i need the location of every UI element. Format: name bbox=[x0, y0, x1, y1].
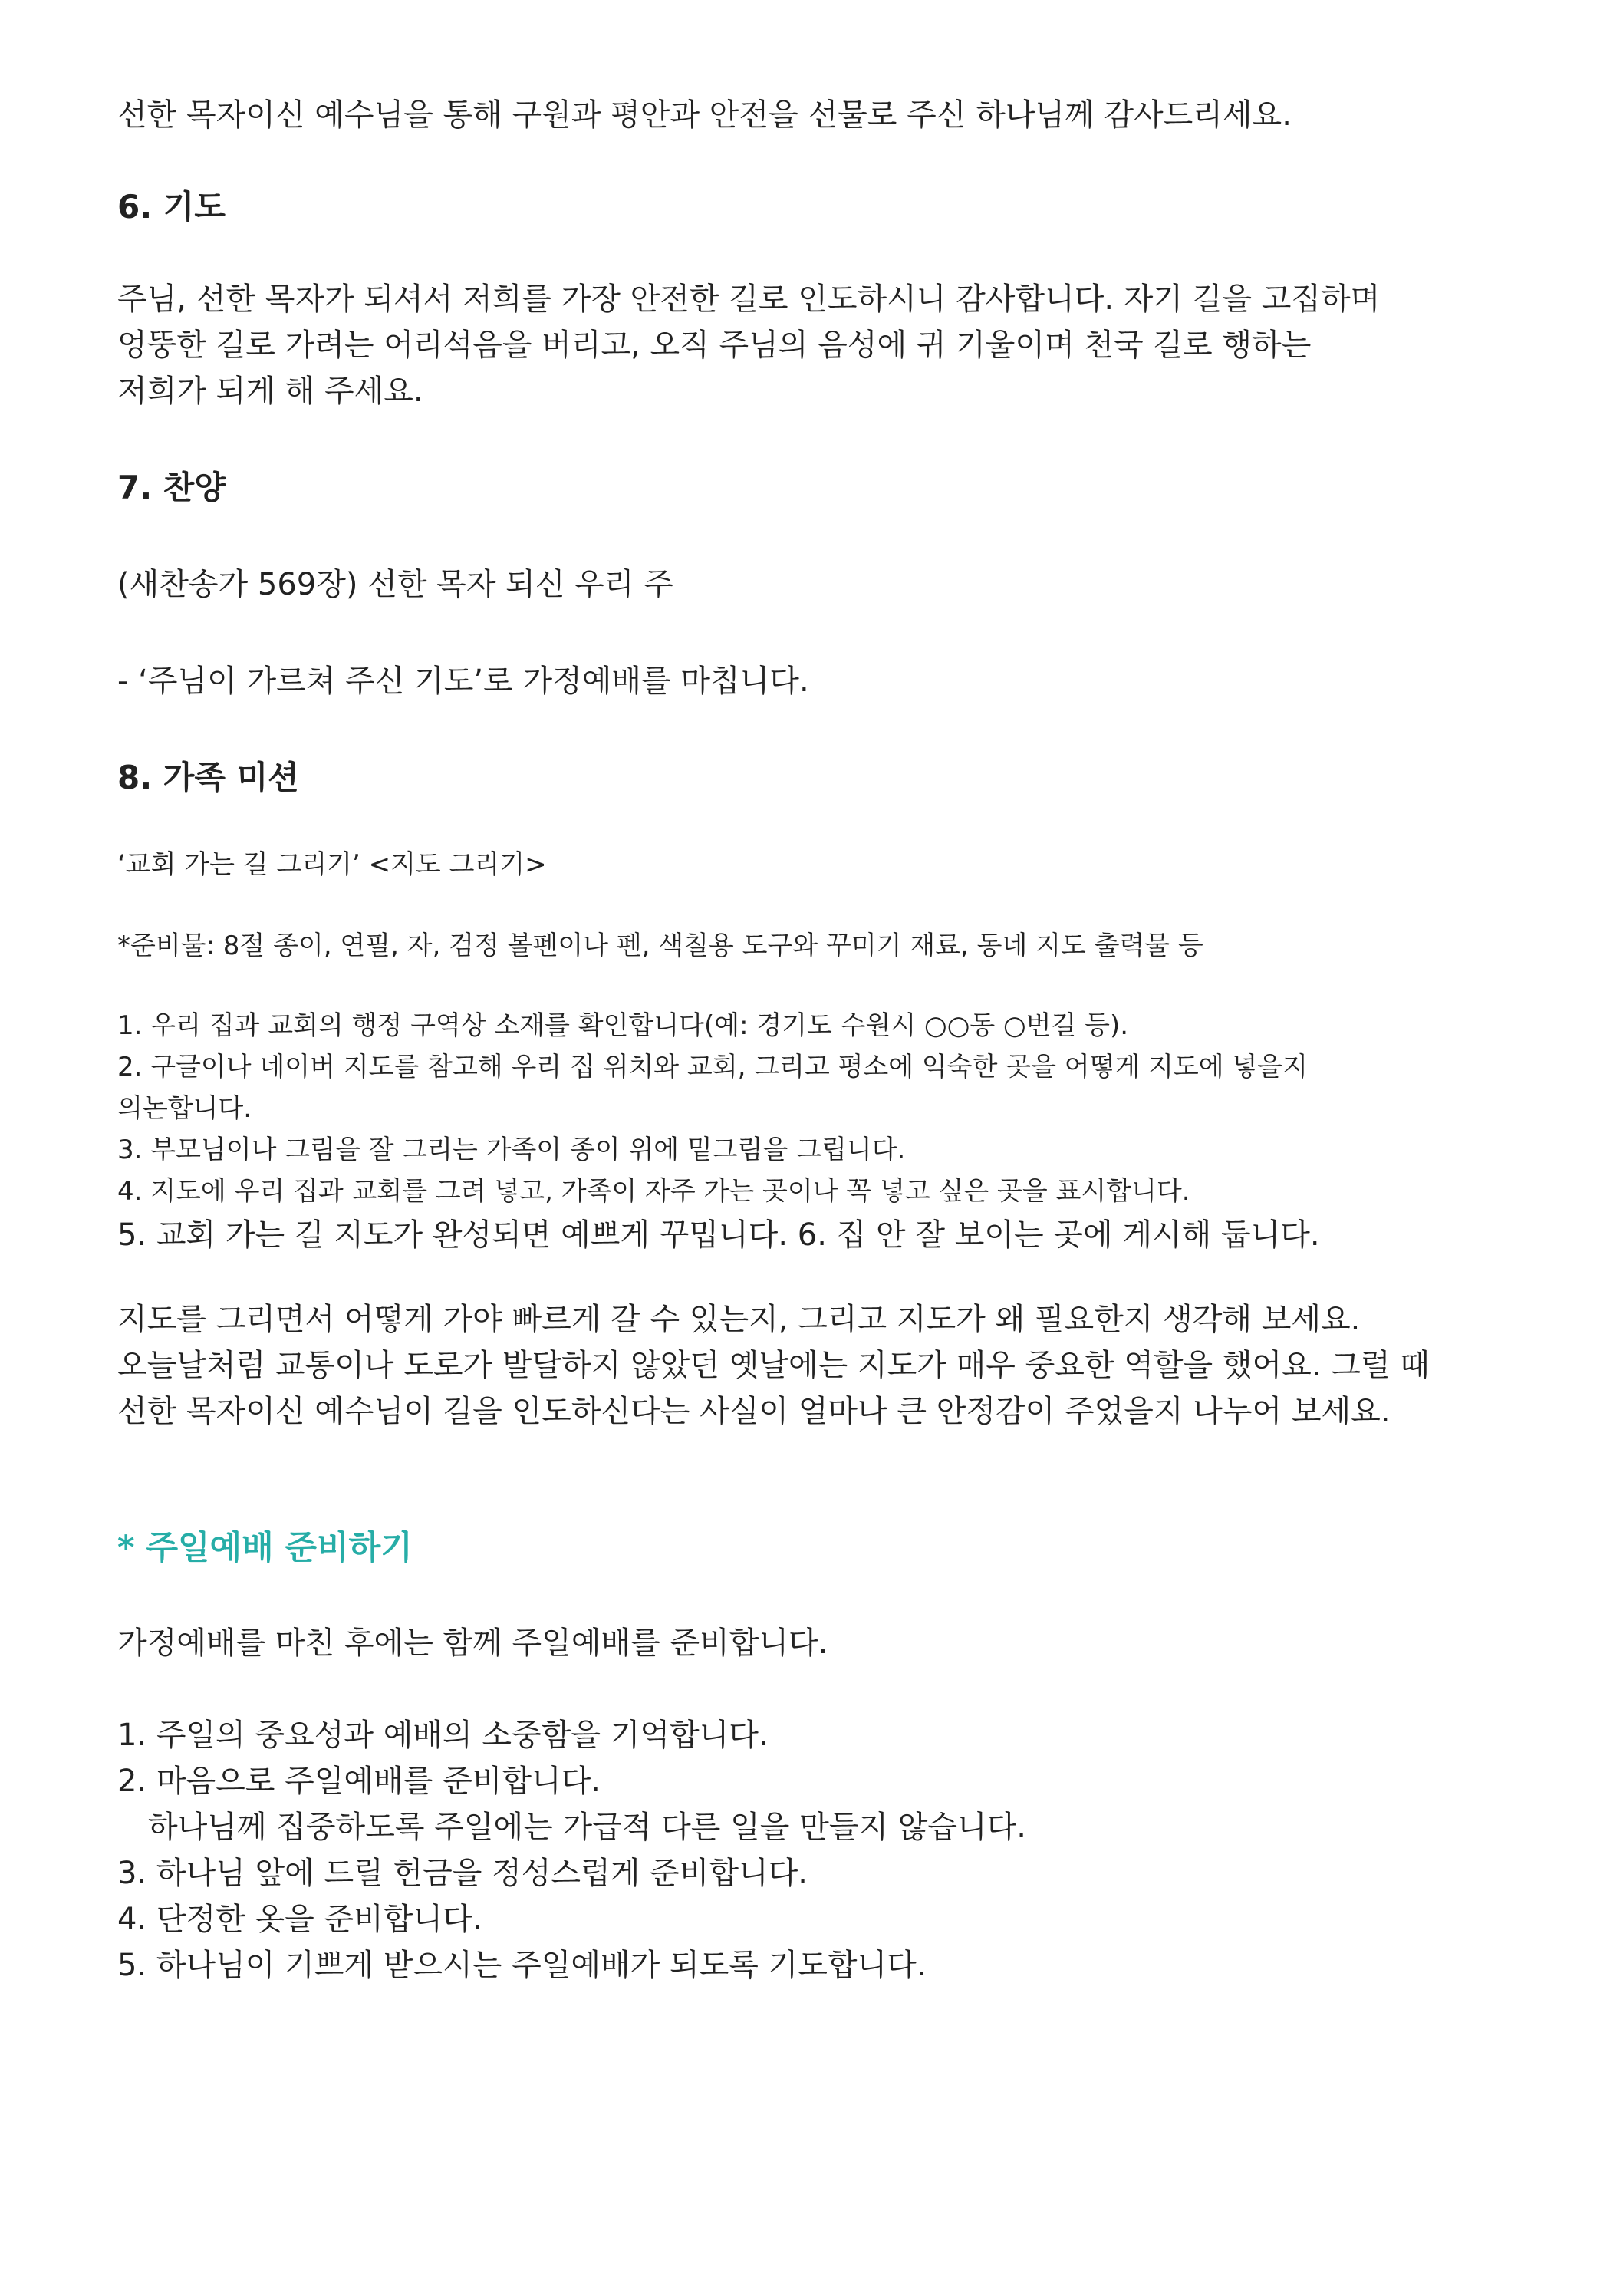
prayer-line: 저희가 되게 해 주세요. bbox=[117, 374, 423, 409]
mission-steps bbox=[117, 1005, 1513, 1258]
list-item: 1. 주일의 중요성과 예배의 소중함을 기억합니다. bbox=[117, 1718, 769, 1753]
list-item: 2. 마음으로 주일예배를 준비합니다. bbox=[117, 1764, 601, 1799]
list-item: 의논합니다. bbox=[117, 1093, 252, 1124]
hymn-line: (새찬송가 569장) 선한 목자 되신 우리 주 bbox=[117, 567, 673, 602]
list-item: 3. 하나님 앞에 드릴 헌금을 정성스럽게 준비합니다. bbox=[117, 1856, 808, 1891]
prayer-line: 주님, 선한 목자가 되셔서 저희를 가장 안전한 길로 인도하시니 감사합니다. 자기 길을 고집하며 bbox=[117, 282, 1381, 317]
reflection-block bbox=[117, 1296, 1513, 1435]
list-item: 5. 하나님이 기쁘게 받으시는 주일예배가 되도록 기도합니다. bbox=[117, 1948, 927, 1983]
reflection-line: 지도를 그리면서 어떻게 가야 빠르게 갈 수 있는지, 그리고 지도가 왜 필요한지 생각해 보세요. bbox=[117, 1302, 1361, 1337]
closing-line: - ‘주님이 가르쳐 주신 기도’로 가정예배를 마칩니다. bbox=[117, 664, 809, 699]
sunday-intro: 가정예배를 마친 후에는 함께 주일예배를 준비합니다. bbox=[117, 1626, 828, 1661]
reflection-line: 오늘날처럼 교통이나 도로가 발달하지 않았던 옛날에는 지도가 매우 중요한 역할을 했어요. 그럴 때 bbox=[117, 1348, 1430, 1383]
list-item: 1. 우리 집과 교회의 행정 구역상 소재를 확인합니다(예: 경기도 수원시 ○○동 ○번길 등). bbox=[117, 1010, 1129, 1041]
list-item: 5. 교회 가는 길 지도가 완성되면 예쁘게 꾸밉니다. 6. 집 안 잘 보이는 곳에 게시해 둡니다. bbox=[117, 1217, 1320, 1253]
mission-subtitle: ‘교회 가는 길 그리기’ <지도 그리기> bbox=[117, 849, 547, 880]
list-item: 하나님께 집중하도록 주일에는 가급적 다른 일을 만들지 않습니다. bbox=[148, 1810, 1026, 1845]
section-7-heading: 7. 찬양 bbox=[117, 469, 226, 506]
list-item: 3. 부모님이나 그림을 잘 그리는 가족이 종이 위에 밑그림을 그립니다. bbox=[117, 1135, 906, 1165]
materials-line: *준비물: 8절 종이, 연필, 자, 검정 볼펜이나 펜, 색칠용 도구와 꾸미기 재료, 동네 지도 출력물 등 bbox=[117, 931, 1203, 961]
list-item: 2. 구글이나 네이버 지도를 참고해 우리 집 위치와 교회, 그리고 평소에 익숙한 곳을 어떻게 지도에 넣을지 bbox=[117, 1052, 1308, 1082]
section-6-heading: 6. 기도 bbox=[117, 188, 226, 226]
section-6-prayer bbox=[117, 276, 1513, 414]
section-8-heading: 8. 가족 미션 bbox=[117, 759, 299, 796]
sunday-list bbox=[117, 1712, 1513, 1988]
list-item: 4. 지도에 우리 집과 교회를 그려 넣고, 가족이 자주 가는 곳이나 꼭 넣고 싶은 곳을 표시합니다. bbox=[117, 1176, 1190, 1207]
list-item: 4. 단정한 옷을 준비합니다. bbox=[117, 1902, 482, 1937]
document-page bbox=[117, 92, 1513, 1988]
intro-line: 선한 목자이신 예수님을 통해 구원과 평안과 안전을 선물로 주신 하나님께 감사드리세요. bbox=[117, 97, 1292, 133]
sunday-heading: * 주일예배 준비하기 bbox=[117, 1529, 413, 1567]
reflection-line: 선한 목자이신 예수님이 길을 인도하신다는 사실이 얼마나 큰 안정감이 주었을지 나누어 보세요. bbox=[117, 1394, 1391, 1429]
prayer-line: 엉뚱한 길로 가려는 어리석음을 버리고, 오직 주님의 음성에 귀 기울이며 천국 길로 행하는 bbox=[117, 328, 1312, 363]
